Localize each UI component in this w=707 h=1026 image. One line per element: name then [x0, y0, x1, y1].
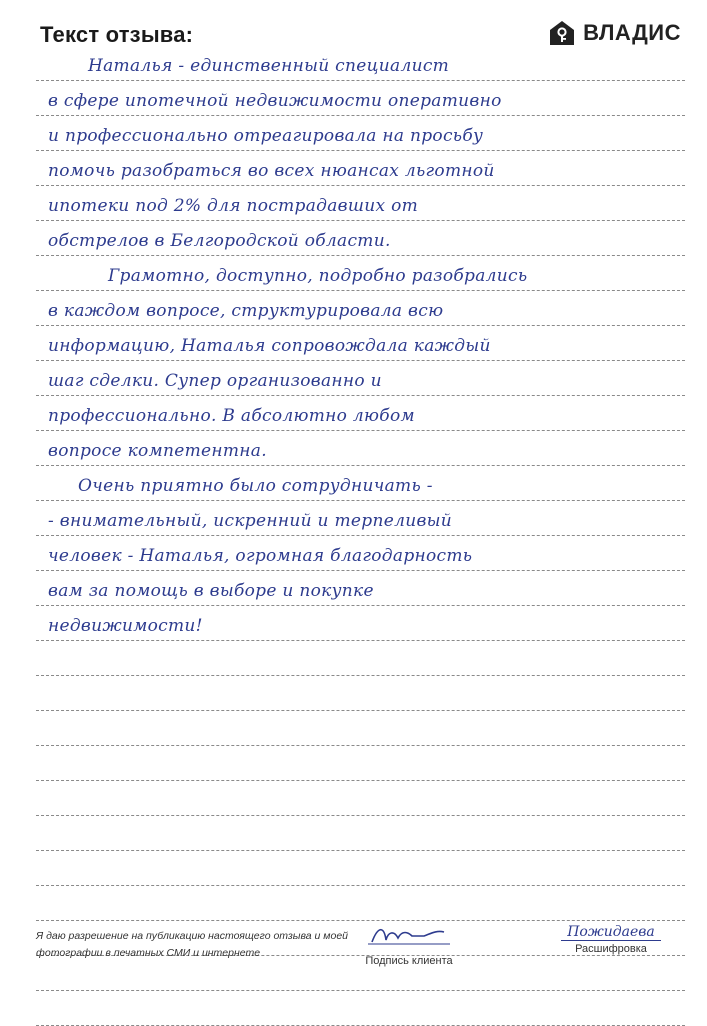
ruled-line	[36, 291, 685, 326]
client-signature-label: Подпись клиента	[365, 955, 453, 967]
review-text-line: профессионально. В абсолютно любом	[48, 406, 415, 426]
blank-ruled-line	[36, 851, 685, 886]
ruled-line	[36, 256, 685, 291]
ruled-line	[36, 466, 685, 501]
blank-ruled-line	[36, 816, 685, 851]
ruled-line	[36, 361, 685, 396]
review-text-line: информацию, Наталья сопровождала каждый	[48, 336, 491, 356]
publication-consent-text: Я даю разрешение на публикацию настоящего отзыва и моей фотографии в печатных СМИ и интернете	[36, 930, 349, 959]
page-title: Текст отзыва:	[40, 22, 194, 47]
ruled-line	[36, 501, 685, 536]
review-text-line: - внимательный, искренний и терпеливый	[48, 511, 453, 531]
review-text-line: и профессионально отреагировала на просьбу	[48, 126, 484, 146]
review-text-line: в каждом вопросе, структурировала всю	[48, 301, 444, 321]
ruled-line	[36, 396, 685, 431]
signature-decode-label: Расшифровка	[575, 943, 647, 955]
ruled-line	[36, 221, 685, 256]
review-text-line: вам за помощь в выборе и покупке	[48, 581, 374, 601]
ruled-line	[36, 606, 685, 641]
ruled-line	[36, 46, 685, 81]
ruled-line	[36, 536, 685, 571]
blank-ruled-line	[36, 781, 685, 816]
review-text-line: человек - Наталья, огромная благодарность	[48, 546, 473, 566]
review-text-line: обстрелов в Белгородской области.	[48, 231, 391, 251]
review-text-line: шаг сделки. Супер организованно и	[48, 371, 382, 391]
client-signature	[364, 922, 454, 948]
ruled-line	[36, 571, 685, 606]
review-text-line: вопросе компетентна.	[48, 441, 267, 461]
ruled-line	[36, 81, 685, 116]
review-text-line: в сфере ипотечной недвижимости оперативно	[48, 91, 502, 111]
blank-ruled-line	[36, 641, 685, 676]
signature-decode-value: Пожидаева	[561, 924, 661, 941]
ruled-line	[36, 186, 685, 221]
review-text-line: недвижимости!	[48, 616, 203, 636]
review-text-line: Наталья - единственный специалист	[88, 56, 450, 76]
review-text-line: Очень приятно было сотрудничать -	[78, 476, 433, 496]
house-with-key-icon	[549, 20, 575, 46]
ruled-line	[36, 326, 685, 361]
blank-ruled-line	[36, 886, 685, 921]
review-text-line: Грамотно, доступно, подробно разобрались	[108, 266, 528, 286]
brand-logo	[549, 20, 681, 46]
ruled-line	[36, 151, 685, 186]
review-text-line: помочь разобраться во всех нюансах льготной	[48, 161, 495, 181]
ruled-line	[36, 431, 685, 466]
blank-ruled-line	[36, 711, 685, 746]
review-text-line: ипотеки под 2% для пострадавших от	[48, 196, 419, 216]
brand-name: ВЛАДИС	[583, 20, 681, 45]
signature-decode-block	[546, 922, 676, 955]
blank-ruled-line	[36, 676, 685, 711]
client-signature-block	[354, 922, 464, 967]
ruled-line	[36, 116, 685, 151]
blank-ruled-line	[36, 991, 685, 1026]
blank-ruled-line	[36, 746, 685, 781]
handwritten-review	[36, 46, 685, 1026]
